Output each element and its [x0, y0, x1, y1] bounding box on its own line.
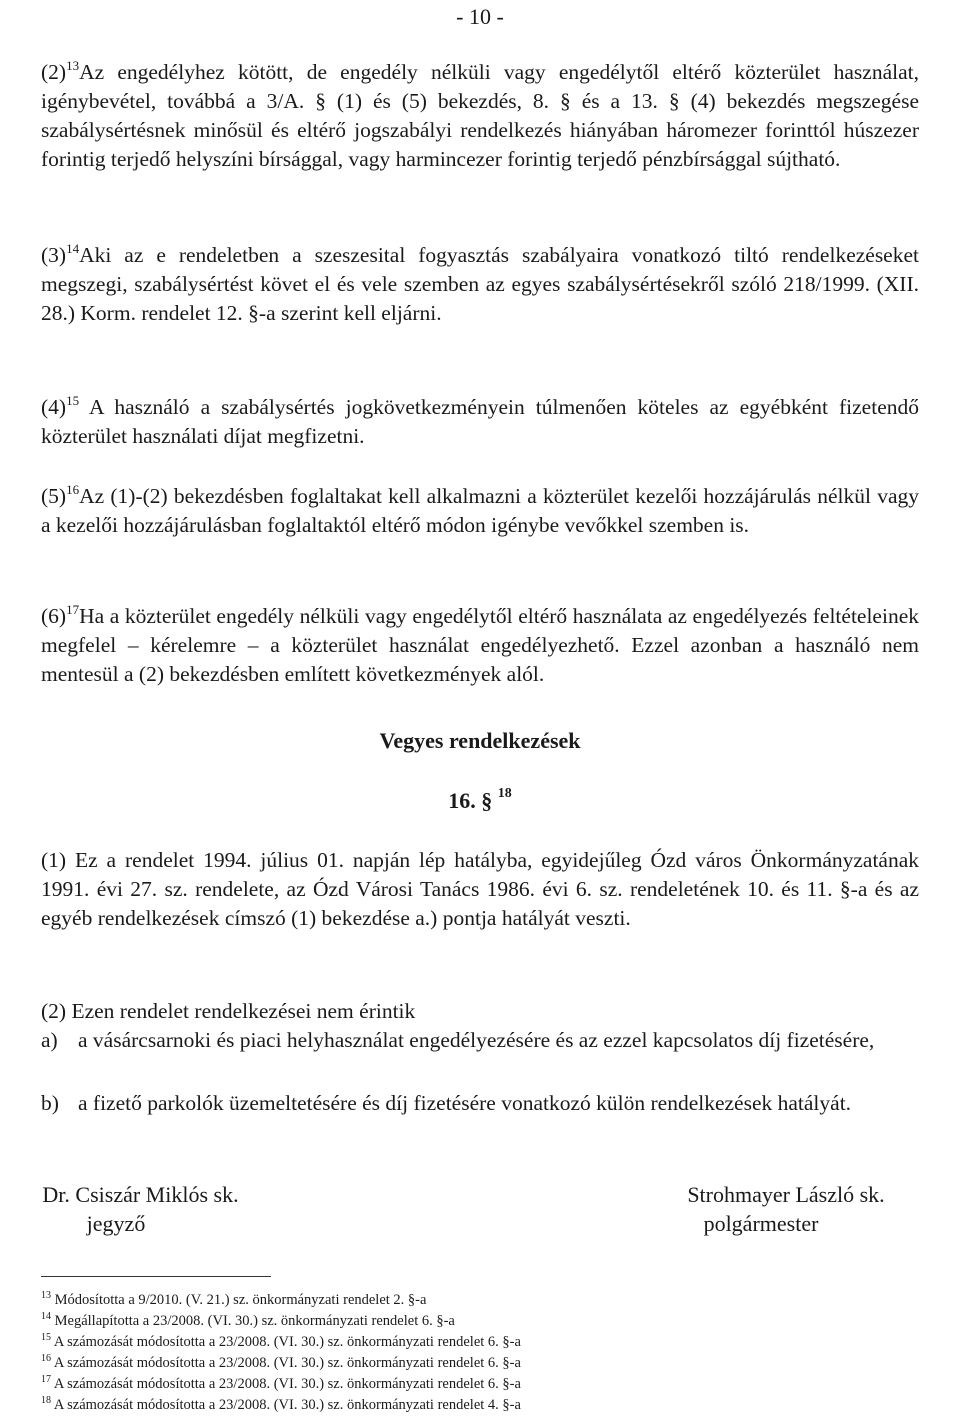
paragraph-label: (3) [41, 243, 67, 267]
footnote-number: 16 [41, 1353, 51, 1364]
footnote-16 [41, 1354, 521, 1373]
paragraph-label: (6) [41, 604, 67, 628]
paragraph-text: Ezen rendelet rendelkezései nem érintik [71, 999, 416, 1023]
paragraph-label: (4) [41, 395, 67, 419]
footnote-ref[interactable]: 18 [497, 786, 512, 801]
footnote-text: Megállapította a 23/2008. (VI. 30.) sz. önkormányzati rendelet 6. §-a [54, 1313, 455, 1329]
footnote-number: 15 [41, 1332, 51, 1343]
footnote-separator [41, 1276, 271, 1277]
paragraph-text: Aki az e rendeletben a szeszesital fogyasztás szabályaira vonatkozó tiltó rendelkezéseket megszegi, szabálysértést követ el és vele szemben az egyes szabálysértésekről szóló 218/1999. (XII. 28.) Korm. rendelet 12. §-a szerint kell eljárni. [41, 243, 919, 325]
footnote-text: Módosította a 9/2010. (V. 21.) sz. önkormányzati rendelet 2. §-a [54, 1292, 427, 1308]
paragraph-text: Az (1)-(2) bekezdésben foglaltakat kell alkalmazni a közterület kezelői hozzájárulás nélkül vagy a kezelői hozzájárulásban foglaltaktól eltérő módon igénybe vevőkkel szemben is. [41, 484, 919, 537]
footnote-14 [41, 1312, 455, 1331]
footnote-number: 17 [41, 1374, 51, 1385]
footnote-ref[interactable]: 15 [66, 393, 80, 408]
section-number-text: 16. § [448, 788, 493, 813]
signature-right-title: polgármester [703, 1211, 819, 1236]
list-marker-a: a) [41, 1028, 58, 1052]
footnote-number: 14 [41, 1311, 51, 1322]
paragraph-label: (1) [41, 848, 67, 872]
paragraph-5 [41, 482, 919, 540]
paragraph-3 [41, 241, 919, 328]
footnote-18 [41, 1396, 521, 1415]
signature-left-name: Dr. Csiszár Miklós sk. [42, 1182, 239, 1207]
footnote-17 [41, 1375, 521, 1394]
paragraph-label: (5) [41, 484, 67, 508]
signature-left-title: jegyző [86, 1211, 146, 1236]
footnote-ref[interactable]: 17 [66, 602, 80, 617]
section-paragraph-1 [41, 846, 919, 933]
paragraph-text: Az engedélyhez kötött, de engedély nélküli vagy engedélytől eltérő közterület használat, igénybevétel, továbbá a 3/A. § (1) és (5) bekezdés, 8. § és a 13. § (4) bekezdés megszegése szabálysértésnek minősül és eltérő jogszabályi rendelkezés hiányában háromezer forinttól húszezer forintig terjedő helyszíni bírsággal, vagy harmincezer forintig terjedő pénzbírsággal sújtható. [41, 60, 919, 171]
footnote-13 [41, 1291, 426, 1310]
paragraph-text: A használó a szabálysértés jogkövetkezményein túlmenően köteles az egyébként fizetendő közterület használati díjat megfizetni. [41, 395, 919, 448]
page-number: - 10 - [456, 4, 504, 29]
paragraph-label: (2) [41, 60, 67, 84]
paragraph-text: Ha a közterület engedély nélküli vagy engedélytől eltérő használata az engedélyezés feltételeinek megfelel – kérelemre – a közterület használat engedélyezhető. Ezzel azonban a használó nem mentesül a (2) bekezdésben említett következmények alól. [41, 604, 919, 686]
footnote-text: A számozását módosította a 23/2008. (VI. 30.) sz. önkormányzati rendelet 6. §-a [53, 1355, 521, 1371]
signature-right-name: Strohmayer László sk. [687, 1182, 885, 1207]
footnote-number: 18 [41, 1395, 51, 1406]
footnote-text: A számozását módosította a 23/2008. (VI. 30.) sz. önkormányzati rendelet 6. §-a [53, 1376, 521, 1392]
list-item-b: a fizető parkolók üzemeltetésére és díj fizetésére vonatkozó külön rendelkezések hatályát. [78, 1091, 852, 1115]
section-number [41, 788, 919, 814]
footnote-15 [41, 1333, 521, 1352]
footnote-number: 13 [41, 1290, 51, 1301]
footnote-text: A számozását módosította a 23/2008. (VI. 30.) sz. önkormányzati rendelet 6. §-a [53, 1334, 521, 1350]
section-title: Vegyes rendelkezések [379, 728, 581, 753]
paragraph-4 [41, 393, 919, 451]
list-marker-b: b) [41, 1091, 59, 1115]
footnote-ref[interactable]: 16 [66, 482, 80, 497]
section-paragraph-2 [41, 997, 919, 1026]
paragraph-6 [41, 602, 919, 689]
paragraph-2 [41, 58, 919, 174]
list-item-a: a vásárcsarnoki és piaci helyhasználat engedélyezésére és az ezzel kapcsolatos díj fizetésére, [78, 1028, 875, 1052]
footnote-ref[interactable]: 13 [66, 58, 80, 73]
footnote-ref[interactable]: 14 [66, 241, 80, 256]
paragraph-text: Ez a rendelet 1994. július 01. napján lép hatályba, egyidejűleg Ózd város Önkormányzatának 1991. évi 27. sz. rendelete, az Ózd Városi Tanács 1986. évi 6. sz. rendeletének 10. és 11. §-a és az egyéb rendelkezések címszó (1) bekezdése a.) pontja hatályát veszti. [41, 848, 919, 930]
paragraph-label: (2) [41, 999, 67, 1023]
footnote-text: A számozását módosította a 23/2008. (VI. 30.) sz. önkormányzati rendelet 4. §-a [53, 1397, 521, 1413]
